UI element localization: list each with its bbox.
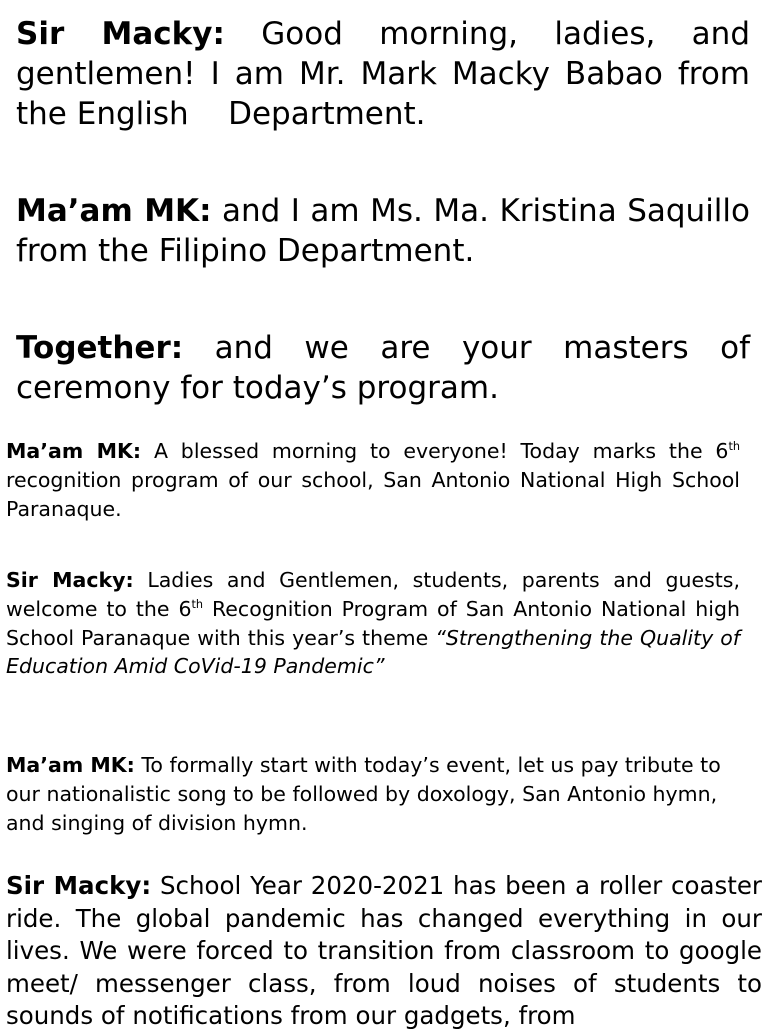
program-theme: “Strengthening the Quality of Education Amid CoVid-19 Pandemic”: [6, 625, 740, 679]
dialogue-paragraph-4: [6, 437, 740, 523]
dialogue-text: School Year 2020-2021 has been a roller coaster ride. The global pandemic has changed everything in our lives. We were forced to transition from classroom to google meet/ messenger class, from loud noises of students to sounds of notifications from our gadgets, from: [6, 871, 762, 1030]
dialogue-text: To formally start with today’s event, let us pay tribute to our nationalistic song to be followed by doxology, San Antonio hymn, and singing of division hymn.: [6, 753, 721, 835]
speaker-label: Ma’am MK:: [6, 753, 135, 777]
speaker-label: Together:: [16, 330, 184, 366]
speaker-label: Ma’am MK:: [16, 193, 212, 229]
dialogue-paragraph-6: [6, 751, 740, 837]
dialogue-text: Good morning, ladies, and gentlemen! I am Mr. Mark Macky Babao from the English: [16, 16, 750, 132]
ordinal-suffix: th: [728, 440, 740, 454]
dialogue-text: and we are your masters of ceremony for today’s program.: [16, 330, 750, 406]
dialogue-paragraph-1: [16, 14, 750, 134]
speaker-label: Sir Macky:: [16, 16, 225, 52]
speaker-label: Sir Macky:: [6, 568, 134, 592]
dialogue-text: Ladies and Gentlemen, students, parents and guests, welcome to the 6: [6, 568, 740, 621]
dialogue-text: Recognition Program of San Antonio National high School Paranaque with this year’s theme: [6, 596, 740, 650]
ordinal-suffix: th: [191, 597, 204, 611]
dialogue-text: Department.: [228, 96, 426, 132]
speaker-label: Ma’am MK:: [6, 439, 142, 463]
dialogue-paragraph-2: [16, 191, 750, 271]
speaker-label: Sir Macky:: [6, 871, 152, 900]
dialogue-text: A blessed morning to everyone! Today marks the 6: [153, 439, 729, 463]
dialogue-paragraph-3: [16, 328, 750, 408]
dialogue-paragraph-5: [6, 566, 740, 681]
dialogue-paragraph-7: [6, 870, 762, 1033]
dialogue-text: and I am Ms. Ma. Kristina Saquillo from the Filipino Department.: [16, 193, 750, 269]
dialogue-text: recognition program of our school, San Antonio National High School Paranaque.: [6, 467, 740, 521]
